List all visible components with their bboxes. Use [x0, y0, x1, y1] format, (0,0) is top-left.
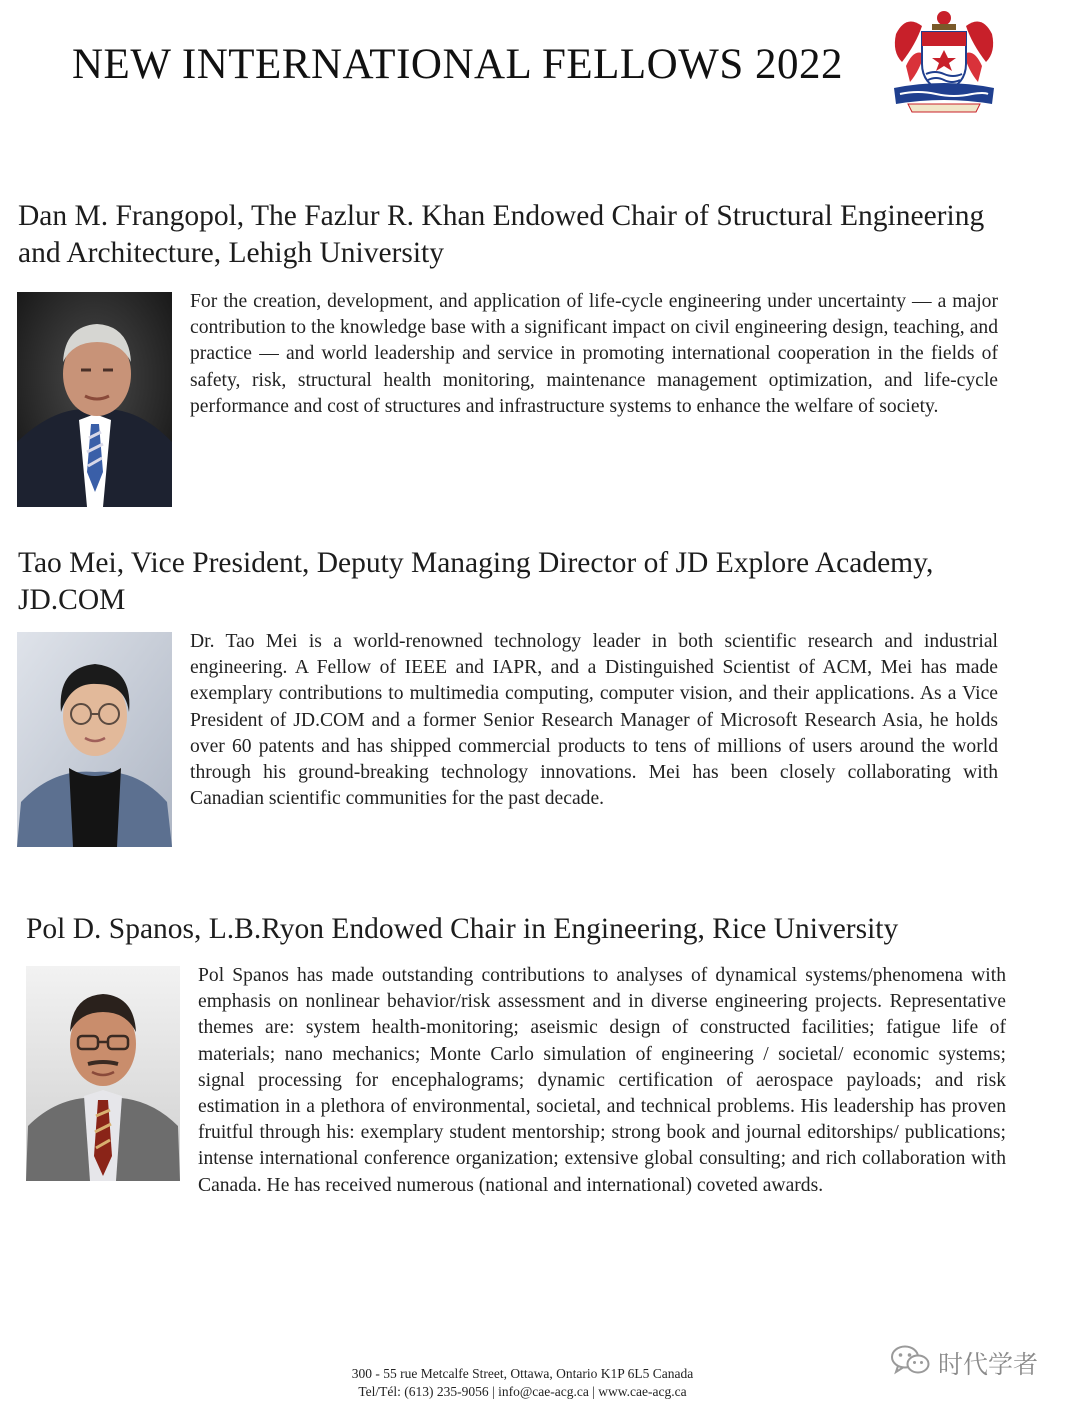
footer-address: 300 - 55 rue Metcalfe Street, Ottawa, Ontario K1P 6L5 Canada [351, 1366, 694, 1381]
footer-contact: Tel/Tél: (613) 235-9056 | info@cae-acg.ca | www.cae-acg.ca [358, 1384, 687, 1399]
fellow-photo [17, 632, 172, 847]
fellow-bio: Dr. Tao Mei is a world-renowned technology leader in both scientific research and industrial engineering. A Fellow of IEEE and IAPR, and a Distinguished Scientist of ACM, Mei has made exemplary contributions to multimedia computing, computer vision, and their applications. As a Vice President of JD.COM and a former Senior Research Manager of Microsoft Research Asia, he holds over 60 patents and has shipped commercial products to tens of millions of users around the world through his ground-breaking technology innovations. Mei has been closely collaborating with Canadian scientific communities for the past decade. [190, 631, 998, 810]
fellow-photo [26, 966, 180, 1181]
fellow-name: Dan M. Frangopol, The Fazlur R. Khan Endowed Chair of Structural Engineering and Architecture, Lehigh University [18, 200, 985, 269]
wechat-icon [890, 1344, 930, 1381]
coat-of-arms-logo [888, 4, 1000, 114]
fellow-bio: Pol Spanos has made outstanding contributions to analyses of dynamical systems/phenomena with emphasis on nonlinear behavior/risk assessment and in diverse engineering projects. Representative themes are: system health-monitoring; aseismic design of constructed facilities; fatigue life of materials; nano mechanics; Monte Carlo simulation of engineering / societal/ economic systems; signal processing for encephalograms; dynamic certification of aerospace payloads; and risk estimation in a plethora of environmental, societal, and technical problems. His leadership has proven fruitful through his: exemplary student mentorship; strong book and journal editorships/ publications; intense international conference organization; extensive global consulting; and rich collaboration with Canada. He has received numerous (national and international) coveted awards. [198, 965, 1006, 1196]
fellow-name: Pol D. Spanos, L.B.Ryon Endowed Chair in Engineering, Rice University [26, 913, 899, 945]
fellow-photo [17, 292, 172, 507]
watermark [890, 1344, 1038, 1381]
fellow-name: Tao Mei, Vice President, Deputy Managing Director of JD Explore Academy, JD.COM [18, 547, 934, 616]
watermark-text: 时代学者 [938, 1349, 1039, 1379]
fellow-bio: For the creation, development, and application of life-cycle engineering under uncertainty — a major contribution to the knowledge base with a significant impact on civil engineering design, teaching, and practice — and world leadership and service in promoting international cooperation in the fields of safety, risk, structural health monitoring, maintenance management optimization, and life-cycle performance and cost of structures and infrastructure systems to enhance the welfare of society. [190, 291, 998, 417]
page-title: NEW INTERNATIONAL FELLOWS 2022 [72, 41, 843, 88]
footer [0, 1365, 1045, 1401]
